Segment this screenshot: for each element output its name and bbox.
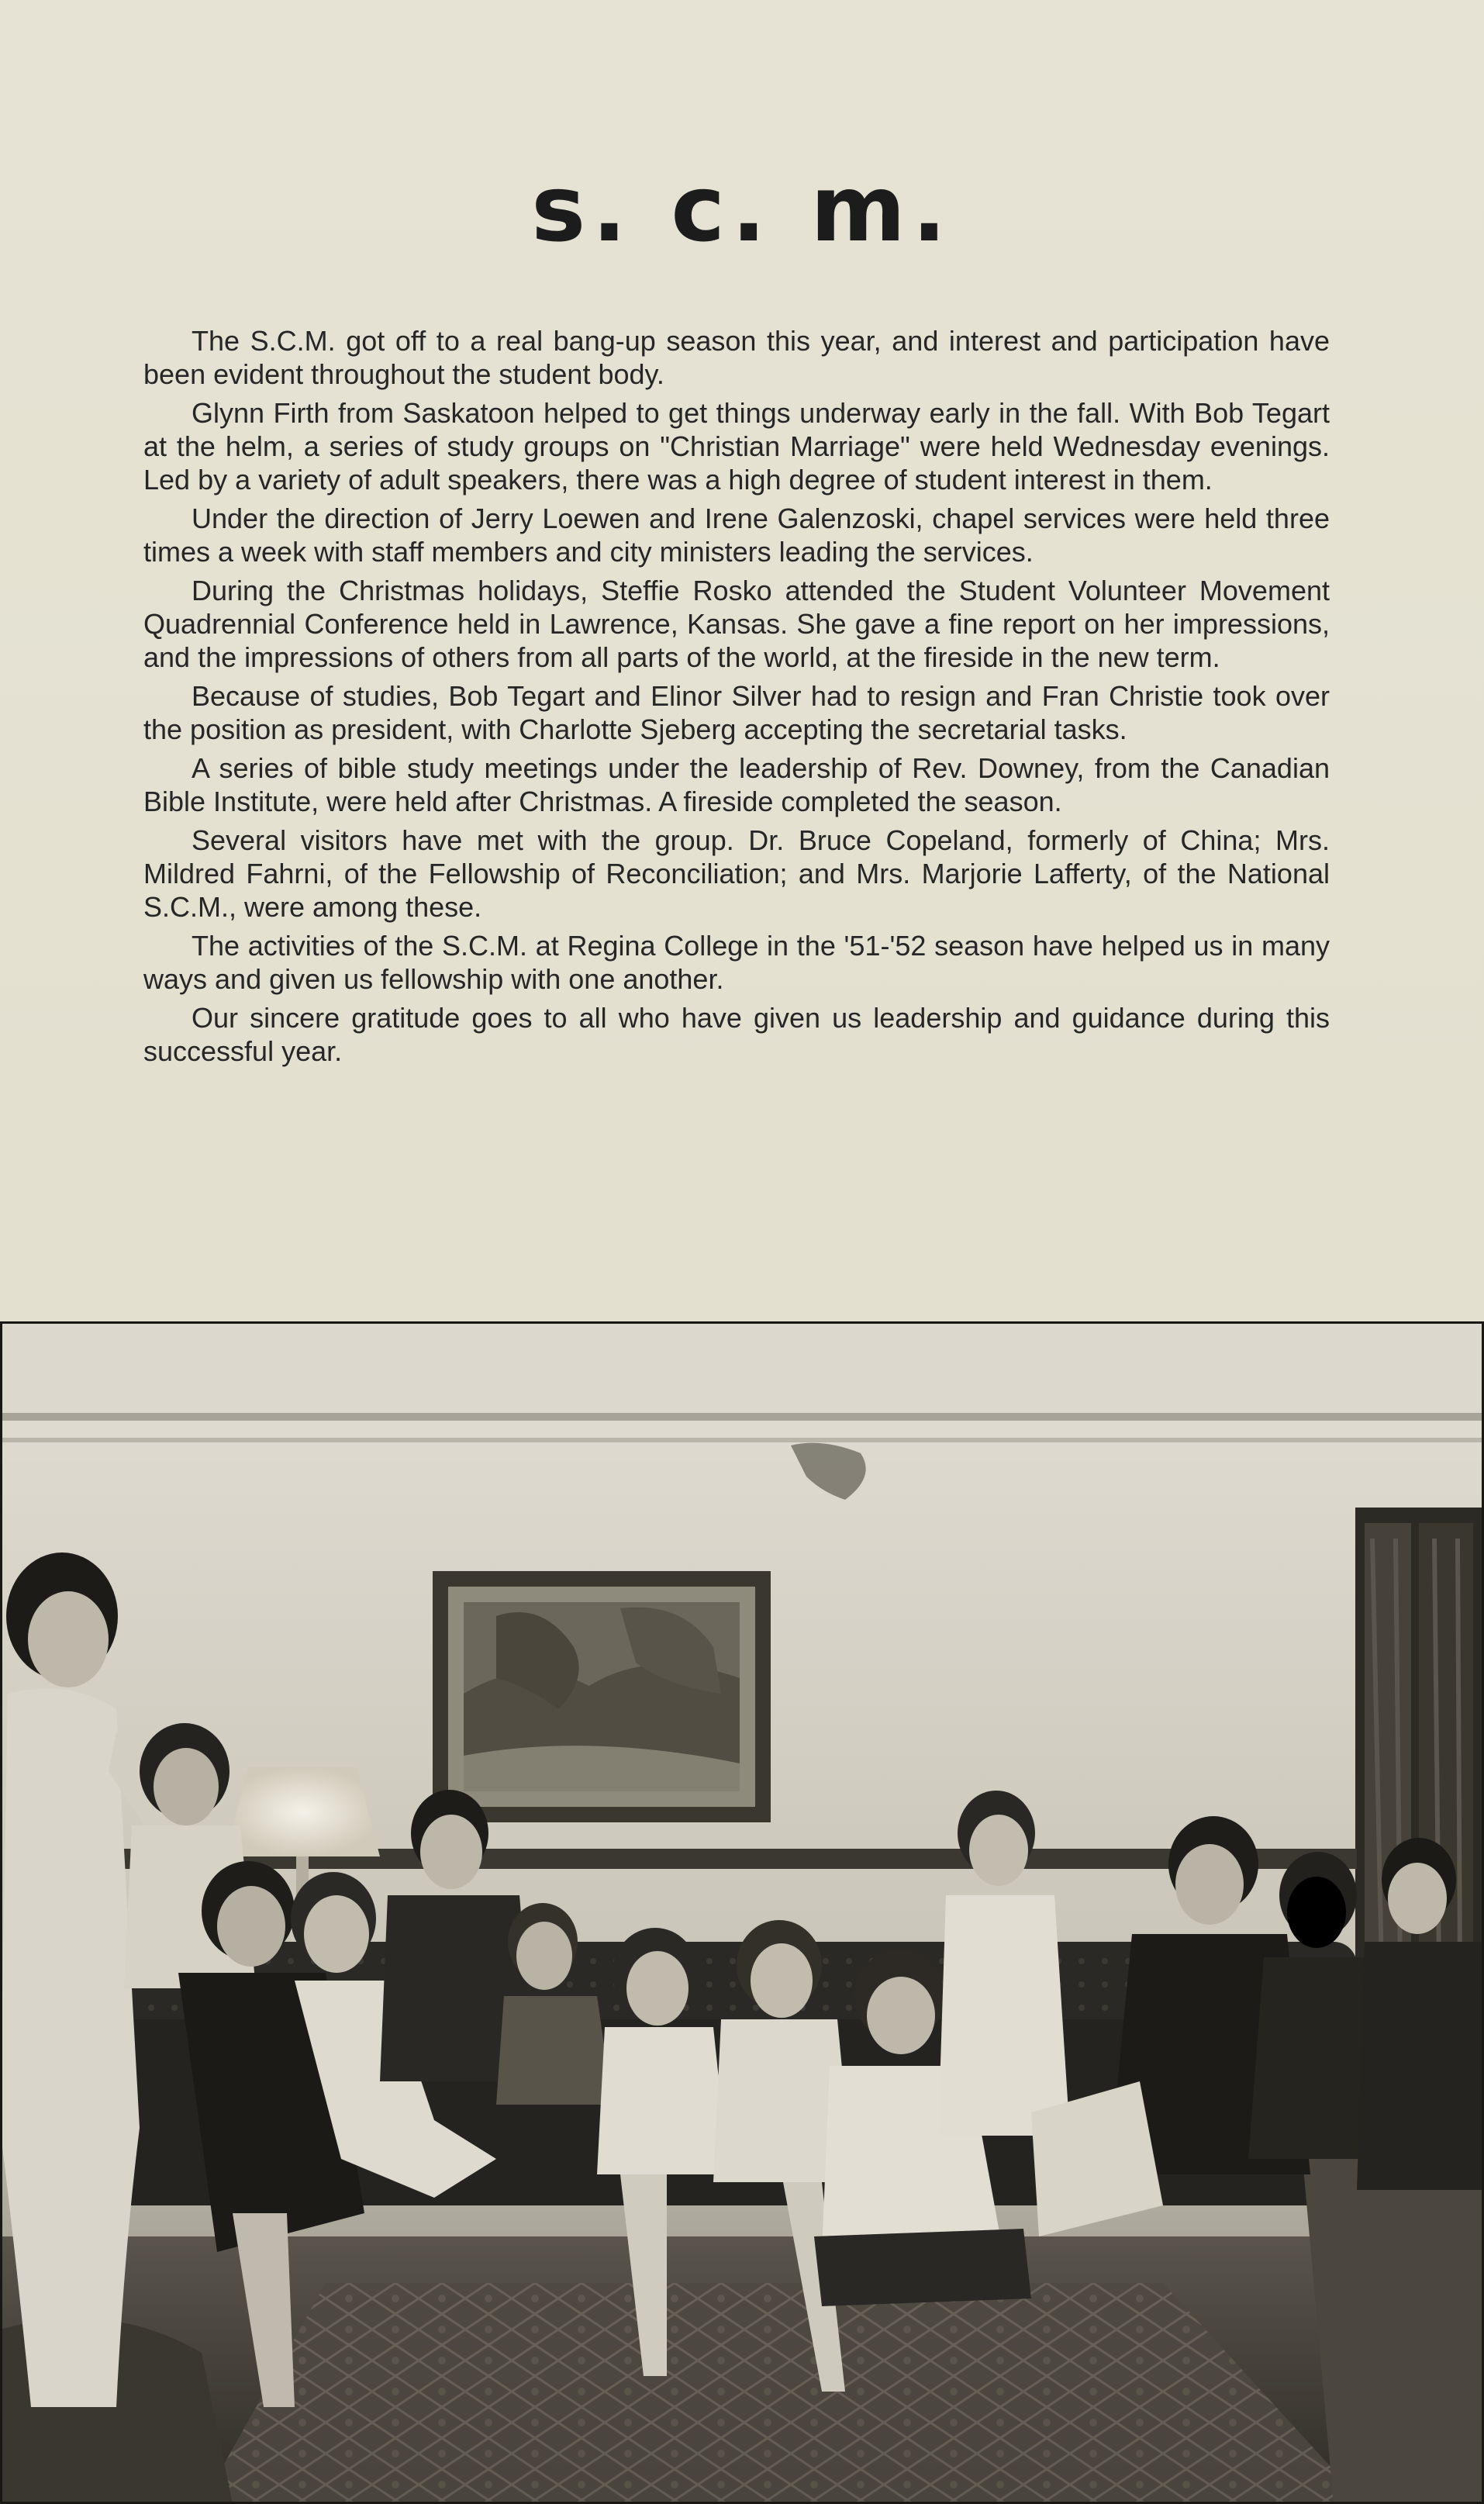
group-photo-illustration — [0, 1321, 1484, 2504]
paragraph: Our sincere gratitude goes to all who have given us leadership and guidance during this successful year. — [143, 1002, 1330, 1067]
paragraph: The activities of the S.C.M. at Regina College in the '51-'52 season have helped us in many ways and given us fellowship with one another. — [143, 930, 1330, 995]
page-title: s. c. m. — [531, 155, 953, 262]
group-photo — [0, 1321, 1484, 2504]
paragraph: Under the direction of Jerry Loewen and Irene Galenzoski, chapel services were held three times a week with staff members and city ministers leading the services. — [143, 503, 1330, 568]
paragraph: Because of studies, Bob Tegart and Elinor Silver had to resign and Fran Christie took over the position as president, with Charlotte Sjeberg accepting the secretarial tasks. — [143, 680, 1330, 745]
armchair-right — [1303, 2138, 1484, 2504]
paragraph: Glynn Firth from Saskatoon helped to get things underway early in the fall. With Bob Tegart at the helm, a series of study groups on "Christian Marriage" were held Wednesday evenings. Led by a variety of adult speakers, there was a high degree of student interest in them. — [143, 397, 1330, 496]
crown-molding-lower — [0, 1438, 1484, 1442]
rug — [202, 2283, 1365, 2504]
paragraph: Several visitors have met with the group. Dr. Bruce Copeland, formerly of China; Mrs. Mildred Fahrni, of the Fellowship of Reconciliation; and Mrs. Marjorie Lafferty, of the National S.C.M., were among these. — [143, 824, 1330, 923]
paragraph: A series of bible study meetings under the leadership of Rev. Downey, from the Canadian Bible Institute, were held after Christmas. A fireside completed the season. — [143, 752, 1330, 817]
paragraph: The S.C.M. got off to a real bang-up season this year, and interest and participation have been evident throughout the student body. — [143, 325, 1330, 390]
crown-molding — [0, 1413, 1484, 1421]
paragraph: During the Christmas holidays, Steffie Rosko attended the Student Volunteer Movement Quadrennial Conference held in Lawrence, Kansas. She gave a fine report on her impressions, and the impressions of others from all parts of the world, at the fireside in the new term. — [143, 575, 1330, 673]
ceiling — [0, 1321, 1484, 1414]
article-body — [143, 324, 1330, 1073]
framed-painting — [433, 1571, 771, 1822]
